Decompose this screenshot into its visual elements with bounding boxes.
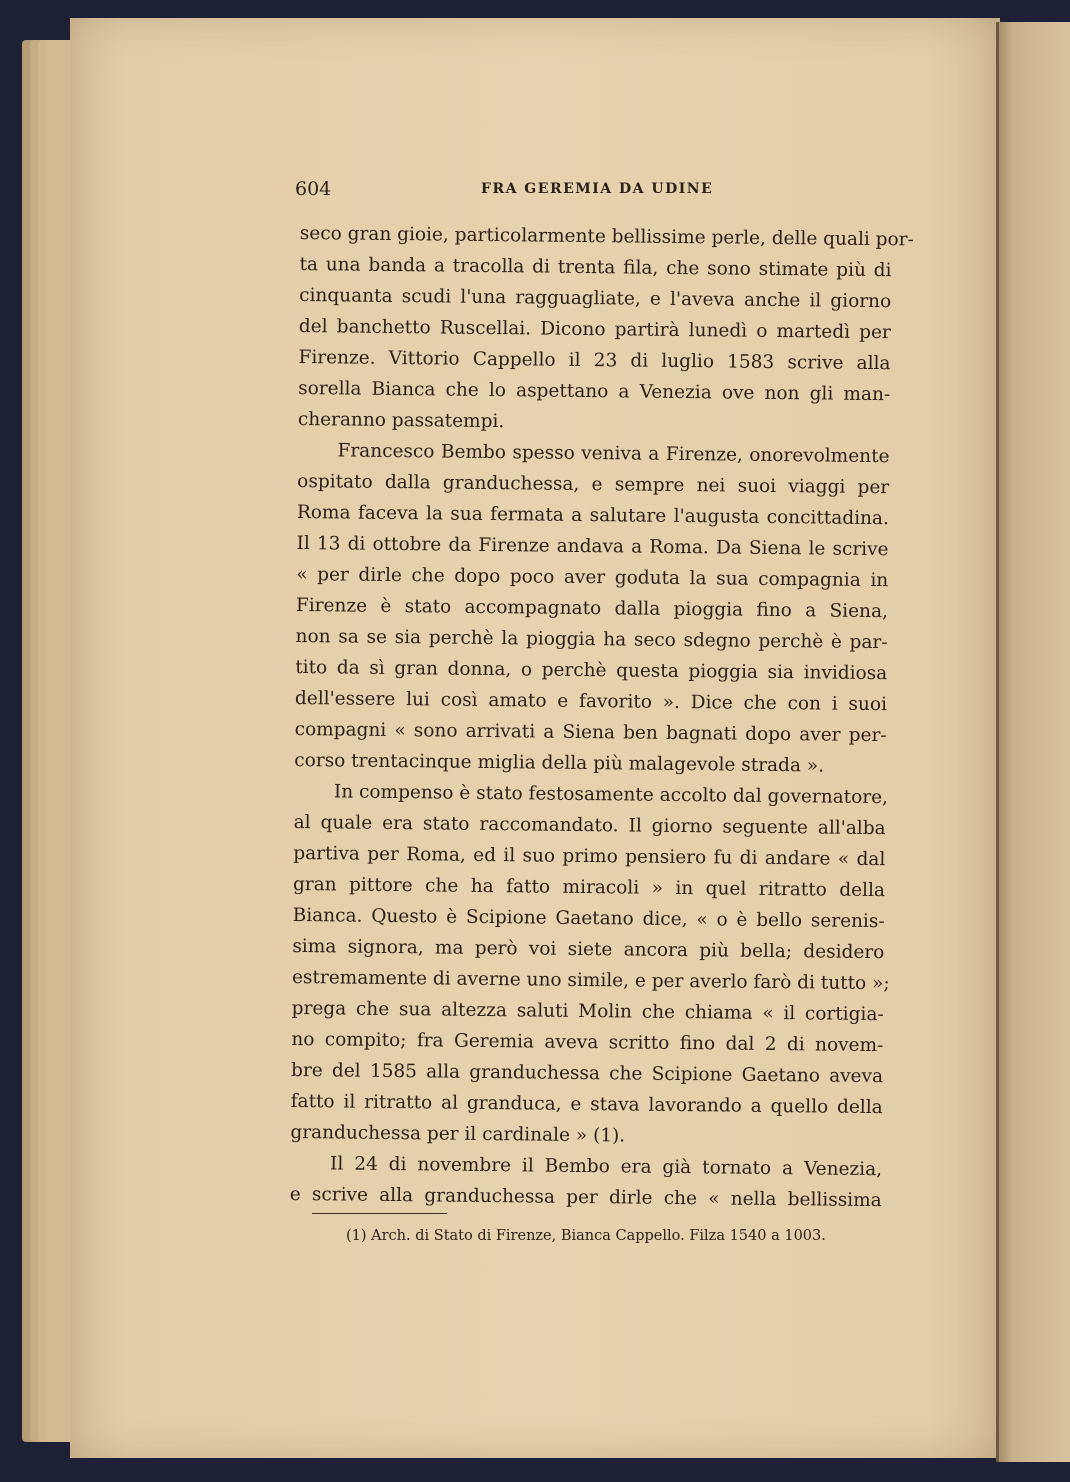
text-line: ta una banda a tracolla di trenta fila, che sono stimate più di: [299, 253, 892, 282]
text-line: tito da sì gran donna, o perchè questa pioggia sia invidiosa: [295, 656, 888, 685]
text-line: Il 13 di ottobre da Firenze andava a Roma. Da Siena le scrive: [296, 532, 889, 561]
text-line: prega che sua altezza saluti Molin che chiama « il cortigia-: [291, 997, 884, 1026]
text-line: estremamente di averne uno simile, e per averlo farò di tutto »;: [291, 966, 890, 995]
body-text: [289, 218, 914, 1216]
text-line: corso trentacinque miglia della più malagevole strada ».: [294, 749, 825, 777]
footnote: (1) Arch. di Stato di Firenze, Bianca Cappello. Filza 1540 a 1003.: [346, 1228, 826, 1244]
text-line: granduchessa per il cardinale » (1).: [290, 1121, 626, 1147]
text-line: In compenso è stato festosamente accolto dal governatore,: [333, 781, 889, 809]
text-line: partiva per Roma, ed il suo primo pensiero fu di andare « dal: [293, 842, 886, 871]
text-line: dell'essere lui così amato e favorito ». Dice che con i suoi: [294, 687, 888, 716]
text-line: bre del 1585 alla granduchessa che Scipione Gaetano aveva: [290, 1059, 884, 1088]
text-line: seco gran gioie, particolarmente bellissime perle, delle quali por-: [299, 222, 914, 251]
text-line: sima signora, ma però voi siete ancora più bella; desidero: [292, 935, 885, 964]
page-number: 604: [295, 178, 332, 200]
text-line: compagni « sono arrivati a Siena ben bagnati dopo aver per-: [294, 718, 887, 747]
text-line: Firenze è stato accompagnato dalla pioggia fino a Siena,: [295, 594, 889, 623]
text-line: Bianca. Questo è Scipione Gaetano dice, « o è bello serenis-: [292, 904, 885, 933]
facing-page-edge: [998, 22, 1070, 1462]
text-line: Il 24 di novembre il Bembo era già tornato a Venezia,: [329, 1153, 883, 1181]
text-line: cheranno passatempi.: [297, 408, 505, 433]
text-line: al quale era stato raccomandato. Il giorno seguente all'alba: [293, 811, 886, 840]
text-line: Firenze. Vittorio Cappello il 23 di luglio 1583 scrive alla: [298, 346, 891, 375]
book-gutter: [996, 22, 999, 1462]
text-line: « per dirle che dopo poco aver goduta la sua compagnia in: [296, 563, 889, 592]
text-line: e scrive alla granduchessa per dirle che « nella bellissima: [289, 1183, 882, 1212]
text-line: Francesco Bembo spesso veniva a Firenze, onorevolmente: [337, 440, 890, 468]
text-line: Roma faceva la sua fermata a salutare l'augusta concittadina.: [296, 501, 889, 530]
text-line: gran pittore che ha fatto miracoli » in quel ritratto della: [292, 873, 886, 902]
text-line: ospitato dalla granduchessa, e sempre nei suoi viaggi per: [297, 470, 890, 499]
footnote-rule: [312, 1213, 447, 1214]
text-line: no compito; fra Geremia aveva scritto fino dal 2 di novem-: [291, 1028, 884, 1057]
text-line: del banchetto Ruscellai. Dicono partirà lunedì o martedì per: [298, 315, 891, 344]
text-line: sorella Bianca che lo aspettano a Venezia ove non gli man-: [298, 377, 891, 406]
text-line: cinquanta scudi l'una ragguagliate, e l'aveva anche il giorno: [299, 284, 892, 313]
running-head: FRA GEREMIA DA UDINE: [481, 181, 714, 197]
text-line: fatto il ritratto al granduca, e stava lavorando a quello della: [290, 1090, 883, 1119]
text-line: non sa se sia perchè la pioggia ha seco sdegno perchè è par-: [295, 625, 888, 654]
